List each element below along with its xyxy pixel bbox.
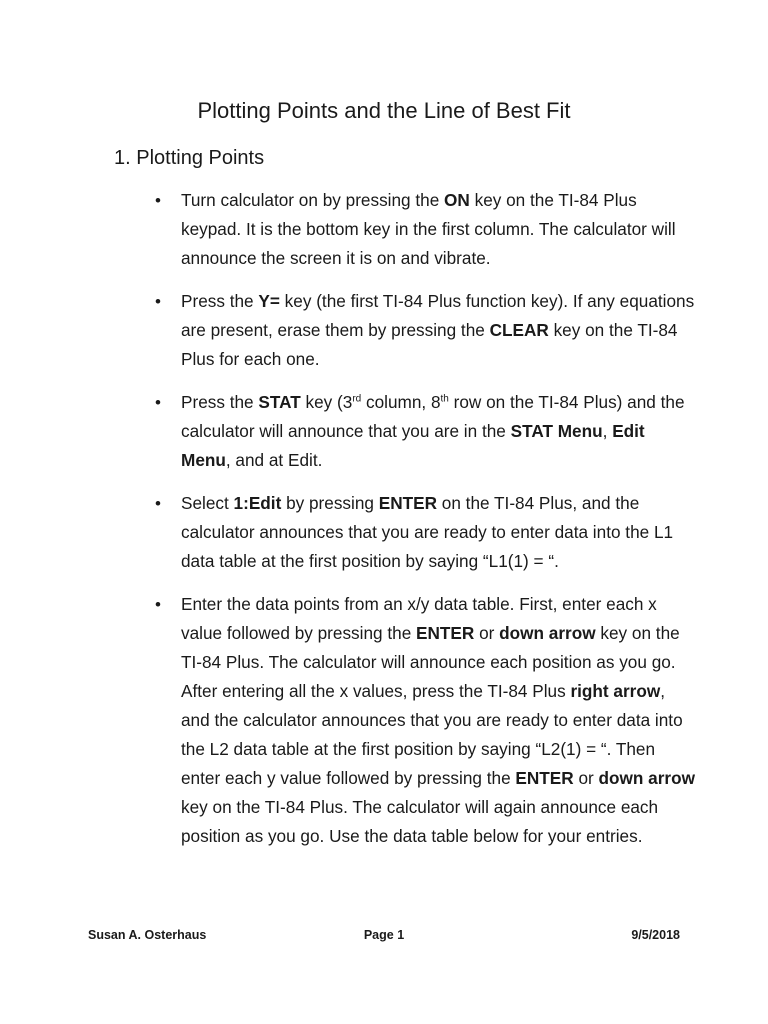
list-item [155, 287, 695, 374]
text-run: , and at Edit. [225, 450, 323, 470]
bullet-icon: • [155, 494, 161, 513]
text-run: by pressing [281, 493, 379, 513]
bold-term: CLEAR [489, 320, 549, 340]
bold-term: down arrow [499, 623, 596, 643]
bullet-icon: • [155, 595, 161, 614]
instruction-list [155, 186, 695, 865]
text-run: Enter the data points from an x/y data table. First, enter each x value followed by pressing the [181, 594, 657, 643]
footer-page-number: Page 1 [363, 928, 405, 942]
text-run: key (3 [300, 392, 353, 412]
list-item-text [181, 190, 676, 268]
bold-term: STAT Menu [510, 421, 603, 441]
text-run: key on the TI-84 Plus. The calculator will announce each position as you go. After entering all the x values, press the TI-84 Plus [181, 623, 680, 701]
bullet-icon: • [155, 292, 161, 311]
bold-term: ENTER [378, 493, 438, 513]
bold-term: 1:Edit [233, 493, 282, 513]
ordinal-suffix: th [440, 393, 449, 405]
bold-term: ENTER [515, 768, 574, 788]
text-run: , and the calculator announces that you are ready to enter data into the L2 data table at the first position by saying “L2(1) = “. Then enter each y value followed by pressing the [181, 681, 683, 788]
bold-term: ON [444, 190, 470, 210]
bold-term: Edit Menu [181, 421, 645, 470]
bold-term: ENTER [416, 623, 475, 643]
list-item [155, 489, 695, 576]
list-item [155, 388, 695, 475]
text-run: on the TI-84 Plus, and the calculator announces that you are ready to enter data into the L1 data table at the first position by saying “L1(1) = “. [181, 493, 674, 571]
list-item-text [181, 392, 685, 470]
text-run: , [602, 421, 613, 441]
text-run: Press the [181, 291, 259, 311]
list-item-text [181, 291, 694, 369]
bold-term: STAT [258, 392, 301, 412]
text-run: Select [181, 493, 234, 513]
text-run: key (the first TI-84 Plus function key). If any equations are present, erase them by pressing the [181, 291, 695, 340]
text-run: or [573, 768, 599, 788]
bold-term: right arrow [570, 681, 661, 701]
text-run: or [474, 623, 500, 643]
list-item [155, 186, 695, 273]
text-run: key on the TI-84 Plus for each one. [181, 320, 678, 369]
bold-term: down arrow [598, 768, 695, 788]
list-item-text [181, 493, 673, 571]
bullet-icon: • [155, 393, 161, 412]
footer-author: Susan A. Osterhaus [88, 928, 207, 942]
text-run: column, 8 [361, 392, 441, 412]
list-item-text [181, 594, 695, 846]
page-footer [88, 928, 680, 948]
bold-term: Y= [258, 291, 280, 311]
ordinal-suffix: rd [352, 393, 362, 405]
document-title: Plotting Points and the Line of Best Fit [197, 98, 571, 123]
list-item [155, 590, 695, 851]
text-run: Turn calculator on by pressing the [181, 190, 445, 210]
text-run: key on the TI-84 Plus. The calculator will again announce each position as you go. Use the data table below for your entries. [181, 797, 659, 846]
bullet-icon: • [155, 191, 161, 210]
text-run: key on the TI-84 Plus keypad. It is the bottom key in the first column. The calculator will announce the screen it is on and vibrate. [181, 190, 676, 268]
text-run: Press the [181, 392, 259, 412]
section-heading: 1. Plotting Points [114, 147, 265, 169]
footer-date: 9/5/2018 [631, 928, 680, 942]
text-run: row on the TI-84 Plus) and the calculator will announce that you are in the [181, 392, 685, 441]
